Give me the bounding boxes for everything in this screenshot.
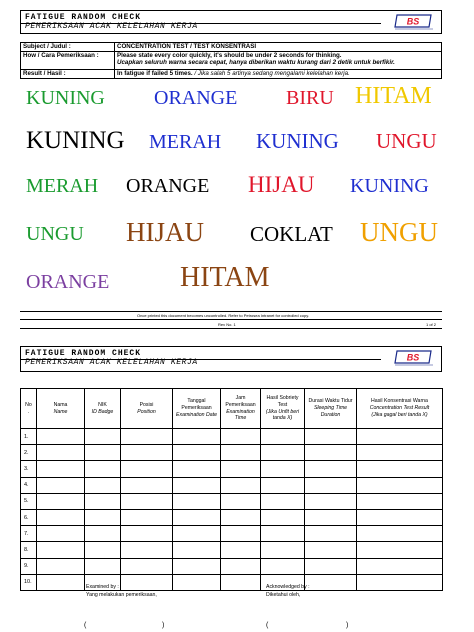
table-cell[interactable] xyxy=(357,542,443,558)
table-cell[interactable] xyxy=(305,526,357,542)
table-cell[interactable] xyxy=(305,558,357,574)
table-cell[interactable] xyxy=(173,429,221,445)
table-cell[interactable] xyxy=(121,477,173,493)
result-value-id: / Jika salah 5 artinya sedang mengalami kelelahan kerja. xyxy=(192,70,350,77)
table-row xyxy=(21,542,443,558)
table-cell[interactable] xyxy=(173,542,221,558)
table-cell[interactable] xyxy=(121,558,173,574)
stroop-word: KUNING xyxy=(350,175,429,197)
table-cell[interactable] xyxy=(305,493,357,509)
result-label: Result / Hasil : xyxy=(21,70,115,79)
form-header-page2 xyxy=(20,346,442,372)
table-cell[interactable] xyxy=(221,509,261,525)
stroop-word: BIRU xyxy=(286,87,334,109)
row-number: 5. xyxy=(21,493,37,509)
table-cell[interactable] xyxy=(37,493,85,509)
table-cell[interactable] xyxy=(261,493,305,509)
table-cell[interactable] xyxy=(37,445,85,461)
table-cell[interactable] xyxy=(37,526,85,542)
table-row xyxy=(21,509,443,525)
examined-by-en: Examined by : xyxy=(86,584,119,590)
signature-paren-open: ( xyxy=(266,622,269,629)
footer-rev: Rev No. 1 xyxy=(218,322,236,327)
table-cell[interactable] xyxy=(221,477,261,493)
table-cell[interactable] xyxy=(37,542,85,558)
col-header-name: Nama Name xyxy=(37,389,85,429)
table-cell[interactable] xyxy=(37,558,85,574)
table-cell[interactable] xyxy=(85,445,121,461)
table-cell[interactable] xyxy=(357,558,443,574)
subject-value: CONCENTRATION TEST / TEST KONSENTRASI xyxy=(115,43,442,52)
stroop-word: MERAH xyxy=(26,175,99,197)
header-divider xyxy=(21,359,381,360)
table-cell[interactable] xyxy=(357,429,443,445)
table-cell[interactable] xyxy=(221,526,261,542)
table-cell[interactable] xyxy=(305,477,357,493)
acknowledged-by-block xyxy=(266,584,310,600)
table-cell[interactable] xyxy=(305,461,357,477)
table-row xyxy=(21,558,443,574)
table-cell[interactable] xyxy=(305,445,357,461)
col-header-sleep: Durasi Waktu Tidur Sleeping Time Duration xyxy=(305,389,357,429)
signature-paren-close: ) xyxy=(162,622,165,629)
table-cell[interactable] xyxy=(221,558,261,574)
table-row xyxy=(21,445,443,461)
stroop-word: COKLAT xyxy=(250,222,333,246)
acknowledged-by-en: Acknowledged by : xyxy=(266,584,310,590)
row-number: 1. xyxy=(21,429,37,445)
how-value xyxy=(115,52,442,70)
table-cell[interactable] xyxy=(357,461,443,477)
table-cell[interactable] xyxy=(173,558,221,574)
stroop-word: UNGU xyxy=(26,223,84,245)
result-value xyxy=(115,70,442,79)
table-cell[interactable] xyxy=(85,461,121,477)
table-cell[interactable] xyxy=(357,574,443,590)
table-cell[interactable] xyxy=(85,477,121,493)
table-cell[interactable] xyxy=(261,461,305,477)
subject-label: Subject / Judul : xyxy=(21,43,115,52)
footer-rule xyxy=(20,319,442,320)
table-cell[interactable] xyxy=(121,429,173,445)
table-cell[interactable] xyxy=(85,509,121,525)
table-cell[interactable] xyxy=(173,526,221,542)
examined-by-block xyxy=(86,584,157,600)
table-cell[interactable] xyxy=(305,509,357,525)
row-number: 7. xyxy=(21,526,37,542)
table-cell[interactable] xyxy=(221,493,261,509)
how-value-en: Please state every color quickly, it's should be under 2 seconds for thinking. xyxy=(117,52,342,59)
table-cell[interactable] xyxy=(85,429,121,445)
table-row xyxy=(21,493,443,509)
table-cell[interactable] xyxy=(173,477,221,493)
stroop-word: ORANGE xyxy=(154,87,238,109)
form-subtitle: PEMERIKSAAN ACAK KELELAHAN KERJA xyxy=(25,22,198,31)
row-number: 9. xyxy=(21,558,37,574)
table-cell[interactable] xyxy=(305,574,357,590)
table-cell[interactable] xyxy=(261,445,305,461)
company-logo xyxy=(393,349,435,367)
col-header-position: Posisi Position xyxy=(121,389,173,429)
table-cell[interactable] xyxy=(173,574,221,590)
table-cell[interactable] xyxy=(261,477,305,493)
table-cell[interactable] xyxy=(121,542,173,558)
row-number: 6. xyxy=(21,509,37,525)
footer-note: Once printed this document becomes uncontrolled. Refer to Petrosea Intranet for controlled copy. xyxy=(137,313,310,318)
table-row xyxy=(21,526,443,542)
table-cell[interactable] xyxy=(37,509,85,525)
table-cell[interactable] xyxy=(221,461,261,477)
col-header-time: Jam Pemeriksaan Examination Time xyxy=(221,389,261,429)
table-cell[interactable] xyxy=(173,445,221,461)
table-cell[interactable] xyxy=(357,445,443,461)
logo-text: BS xyxy=(406,352,420,363)
table-cell[interactable] xyxy=(173,509,221,525)
table-cell[interactable] xyxy=(261,526,305,542)
table-cell[interactable] xyxy=(173,461,221,477)
stroop-word: KUNING xyxy=(256,129,339,153)
table-cell[interactable] xyxy=(357,509,443,525)
stroop-word: MERAH xyxy=(149,131,222,153)
col-header-date: Tanggal Pemeriksaan Examination Date xyxy=(173,389,221,429)
table-cell[interactable] xyxy=(261,429,305,445)
col-header-concentration: Hasil Konsentrasi Warna Concentration Test Result (Jika gagal beri tanda X) xyxy=(357,389,443,429)
table-cell[interactable] xyxy=(261,542,305,558)
table-cell[interactable] xyxy=(121,445,173,461)
stroop-word: KUNING xyxy=(26,87,105,109)
logo-text: BS xyxy=(406,16,420,27)
table-row xyxy=(21,461,443,477)
stroop-word: ORANGE xyxy=(26,271,110,293)
row-number: 4. xyxy=(21,477,37,493)
row-number: 10. xyxy=(21,574,37,590)
table-cell[interactable] xyxy=(305,429,357,445)
form-title: FATIGUE RANDOM CHECK xyxy=(25,13,142,22)
table-cell[interactable] xyxy=(121,509,173,525)
check-table xyxy=(20,388,443,591)
table-cell[interactable] xyxy=(121,493,173,509)
stroop-word: ORANGE xyxy=(126,175,210,197)
how-value-id: Ucapkan seluruh warna secara cepat, hanya diberikan waktu kurang dari 2 detik untuk berfikir. xyxy=(117,59,395,66)
table-cell[interactable] xyxy=(261,509,305,525)
table-cell[interactable] xyxy=(221,445,261,461)
table-cell[interactable] xyxy=(221,574,261,590)
header-divider xyxy=(21,23,381,24)
table-cell[interactable] xyxy=(37,429,85,445)
form-title-page2: FATIGUE RANDOM CHECK xyxy=(25,349,142,358)
row-number: 8. xyxy=(21,542,37,558)
table-cell[interactable] xyxy=(121,461,173,477)
table-cell[interactable] xyxy=(85,542,121,558)
col-header-id: NIK ID Badge xyxy=(85,389,121,429)
table-cell[interactable] xyxy=(85,526,121,542)
table-cell[interactable] xyxy=(261,558,305,574)
col-header-sobriety: Hasil Sobriety Test (Jika Unfit beri tanda X) xyxy=(261,389,305,429)
page-break xyxy=(20,328,442,329)
signature-paren-close: ) xyxy=(346,622,349,629)
stroop-word: HITAM xyxy=(180,262,270,293)
signature-paren-open: ( xyxy=(84,622,87,629)
table-cell[interactable] xyxy=(37,477,85,493)
table-cell[interactable] xyxy=(37,461,85,477)
stroop-word: UNGU xyxy=(376,129,437,153)
table-cell[interactable] xyxy=(85,558,121,574)
table-cell[interactable] xyxy=(221,542,261,558)
table-cell[interactable] xyxy=(173,493,221,509)
row-number: 2. xyxy=(21,445,37,461)
form-header xyxy=(20,10,442,34)
row-number: 3. xyxy=(21,461,37,477)
table-row xyxy=(21,429,443,445)
stroop-word: KUNING xyxy=(26,127,125,154)
table-cell[interactable] xyxy=(221,429,261,445)
form-subtitle-page2: PEMERIKSAAN ACAK KELELAHAN KERJA xyxy=(25,358,198,367)
footer-rule xyxy=(20,311,442,312)
table-cell[interactable] xyxy=(37,574,85,590)
table-cell[interactable] xyxy=(357,493,443,509)
col-header-no: No . xyxy=(21,389,37,429)
stroop-word: HIJAU xyxy=(248,172,315,197)
info-table xyxy=(20,42,442,79)
table-cell[interactable] xyxy=(357,477,443,493)
table-cell[interactable] xyxy=(121,526,173,542)
table-row xyxy=(21,477,443,493)
company-logo xyxy=(393,13,435,31)
table-header-row xyxy=(21,389,443,429)
how-label: How / Cara Pemeriksaan : xyxy=(21,52,115,70)
stroop-word: HITAM xyxy=(355,83,432,109)
result-value-en: In fatigue if failed 5 times. xyxy=(117,70,193,77)
table-cell[interactable] xyxy=(357,526,443,542)
stroop-word: HIJAU xyxy=(126,217,204,247)
table-cell[interactable] xyxy=(305,542,357,558)
examined-by-id: Yang melakukan pemeriksaan, xyxy=(86,591,157,598)
acknowledged-by-id: Diketahui oleh, xyxy=(266,591,301,598)
stroop-word: UNGU xyxy=(360,217,438,247)
table-row xyxy=(21,574,443,590)
table-cell[interactable] xyxy=(85,493,121,509)
footer-page: 1 of 2 xyxy=(426,322,437,327)
